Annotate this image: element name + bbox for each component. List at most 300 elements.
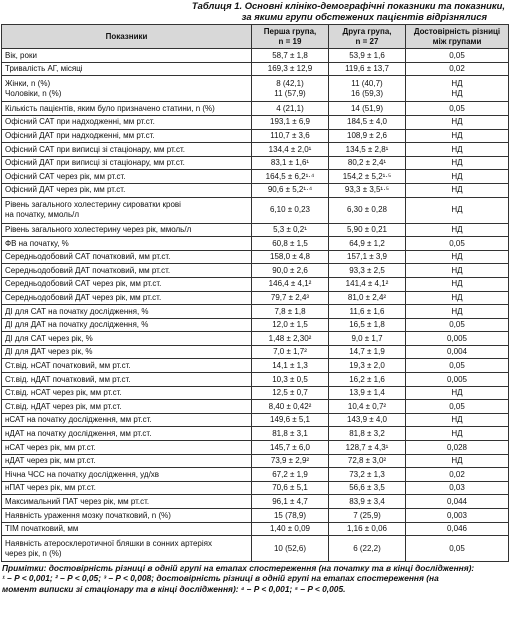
significance-cell-text: НД [451, 205, 463, 215]
significance-cell [406, 318, 509, 332]
group1-cell-text: 145,7 ± 6,0 [270, 442, 310, 452]
group1-cell-text: 5,3 ± 0,2¹ [273, 225, 307, 235]
footnote-line-3: момент виписки зі стаціонару та в кінці дослідження): ⁴ – P < 0,001; ⁵ – P < 0,005. [2, 583, 346, 594]
indicator-cell [2, 318, 252, 332]
group1-cell [252, 441, 329, 455]
group1-cell [252, 522, 329, 536]
significance-cell-text: 0,046 [446, 524, 468, 534]
indicator-cell-text: Ст.від. нДАТ початковий, мм рт.ст. [5, 374, 131, 384]
group1-cell [252, 373, 329, 387]
group2-cell-text: 64,9 ± 1,2 [349, 238, 385, 248]
significance-cell [406, 481, 509, 495]
indicator-cell-text: Офісний САТ при надходженні, мм рт.ст. [5, 117, 155, 127]
indicator-cell-text: нСАТ на початку дослідження, мм рт.ст. [5, 415, 152, 425]
group2-cell-text: 10,4 ± 0,7² [347, 401, 387, 411]
indicator-cell-text: Рівень загального холестерину через рік, ммоль/л [5, 225, 192, 235]
indicator-cell [2, 237, 252, 251]
indicator-cell [2, 197, 252, 223]
significance-cell [406, 237, 509, 251]
significance-cell [406, 522, 509, 536]
indicator-cell [2, 454, 252, 468]
table-row [2, 143, 509, 157]
significance-cell-text: НД [451, 252, 463, 262]
significance-cell [406, 156, 509, 170]
significance-cell-text: 0,02 [449, 469, 465, 479]
significance-cell-text: НД [451, 225, 463, 235]
group1-cell [252, 49, 329, 63]
indicator-cell-text: ДІ для САТ на початку дослідження, % [5, 306, 149, 316]
significance-cell [406, 427, 509, 441]
significance-cell-text: 0,004 [446, 347, 468, 357]
indicator-cell [2, 468, 252, 482]
significance-cell-text: 0,02 [449, 64, 465, 74]
significance-cell-text: НД [451, 306, 463, 316]
table-row [2, 373, 509, 387]
significance-cell-text: НД [451, 293, 463, 302]
data-table [1, 24, 509, 562]
indicator-cell-text: ТІМ початковий, мм [5, 524, 79, 534]
table-row [2, 197, 509, 223]
significance-cell [406, 143, 509, 157]
significance-cell [406, 373, 509, 387]
group1-cell [252, 386, 329, 400]
significance-cell-text: НД [451, 456, 463, 466]
group1-cell [252, 264, 329, 278]
indicator-cell-text: через рік, n (%) [5, 548, 62, 558]
table-row [2, 441, 509, 455]
indicator-cell [2, 277, 252, 291]
header-significance: Достовірність різниці між групами [406, 25, 509, 49]
indicator-cell-text: Ст.від. нДАТ через рік, мм рт.ст. [5, 401, 122, 411]
indicator-cell-text: на початку, ммоль/л [5, 210, 80, 220]
significance-cell-text: НД [451, 131, 463, 141]
group2-cell-text: 16,2 ± 1,6 [349, 374, 385, 384]
significance-cell [406, 197, 509, 223]
group2-cell-text: 13,9 ± 1,4 [349, 388, 385, 398]
significance-cell [406, 495, 509, 509]
group1-cell [252, 76, 329, 102]
significance-cell-text: 0,003 [446, 510, 468, 520]
group2-cell [329, 76, 406, 102]
header-group1 [252, 25, 329, 49]
indicator-cell-text: Середньодобовий ДАТ початковий, мм рт.ст. [5, 265, 171, 275]
indicator-cell-text: Рівень загального холестерину сироватки крові [5, 200, 181, 210]
significance-cell [406, 291, 509, 305]
group1-cell-text: 8 (42,1) [276, 79, 304, 89]
group1-cell [252, 536, 329, 562]
group2-cell [329, 536, 406, 562]
table-row [2, 250, 509, 264]
group2-cell [329, 143, 406, 157]
group2-cell-text: 128,7 ± 4,3¹ [345, 442, 389, 452]
significance-cell-text: 0,005 [446, 333, 468, 343]
group2-cell-text: 143,9 ± 4,0 [347, 415, 387, 425]
group1-cell-text: 79,7 ± 2,4³ [270, 293, 310, 302]
header-group2 [329, 25, 406, 49]
indicator-cell-text: Офісний ДАТ через рік, мм рт.ст. [5, 185, 126, 195]
indicator-cell [2, 413, 252, 427]
group2-cell [329, 291, 406, 305]
group1-cell-text: 4 (21,1) [276, 103, 304, 113]
table-row [2, 291, 509, 305]
significance-cell-text: 0,028 [446, 442, 468, 452]
header-indicators: Показники [2, 25, 252, 49]
group2-cell-text: 157,1 ± 3,9 [347, 252, 387, 262]
significance-cell [406, 413, 509, 427]
group1-cell [252, 250, 329, 264]
table-row [2, 223, 509, 237]
indicator-cell-text: нДАТ на початку дослідження, мм рт.ст. [5, 428, 152, 438]
group2-cell-text: 16 (59,3) [350, 88, 384, 98]
group1-cell [252, 223, 329, 237]
group1-cell [252, 197, 329, 223]
group2-cell-text: 81,0 ± 2,4² [347, 293, 387, 302]
significance-cell [406, 536, 509, 562]
group1-cell-text: 73,9 ± 2,9² [270, 456, 310, 466]
group1-cell-text: 83,1 ± 1,6¹ [270, 158, 310, 168]
group2-cell [329, 102, 406, 116]
indicator-cell-text: Офісний САТ через рік, мм рт.ст. [5, 171, 126, 181]
table-row [2, 359, 509, 373]
indicator-cell [2, 345, 252, 359]
table-row [2, 400, 509, 414]
group2-cell-text: 6 (22,2) [353, 543, 381, 553]
group2-cell-text: 83,9 ± 3,4 [349, 496, 385, 506]
table-row [2, 509, 509, 523]
table-row [2, 413, 509, 427]
group2-cell [329, 359, 406, 373]
indicator-cell-text: ДІ для САТ через рік, % [5, 333, 93, 343]
indicator-cell [2, 170, 252, 184]
group2-cell [329, 49, 406, 63]
indicator-cell-text: нПАТ через рік, мм рт.ст. [5, 483, 96, 493]
group2-cell-text: 5,90 ± 0,21 [347, 225, 387, 235]
table-row [2, 345, 509, 359]
group2-cell [329, 250, 406, 264]
group1-cell-text: 11 (57,9) [274, 88, 306, 98]
significance-cell-text: НД [451, 388, 463, 398]
indicator-cell [2, 291, 252, 305]
significance-cell [406, 250, 509, 264]
indicator-cell [2, 49, 252, 63]
group2-cell [329, 522, 406, 536]
table-row [2, 468, 509, 482]
group1-cell-text: 164,5 ± 6,2¹·⁴ [265, 171, 315, 181]
group1-cell [252, 468, 329, 482]
indicator-cell-text: Офісний САТ при виписці зі стаціонару, мм рт.ст. [5, 144, 186, 154]
group1-cell [252, 305, 329, 319]
group2-cell [329, 170, 406, 184]
group2-cell [329, 345, 406, 359]
group1-cell [252, 143, 329, 157]
significance-cell-text: НД [451, 158, 463, 168]
group1-cell [252, 170, 329, 184]
group1-cell-text: 193,1 ± 6,9 [270, 117, 310, 127]
significance-cell [406, 76, 509, 102]
indicator-cell-text: ФВ на початку, % [5, 238, 69, 248]
group1-cell [252, 156, 329, 170]
indicator-cell [2, 400, 252, 414]
significance-cell-text: НД [451, 117, 463, 127]
table-row [2, 183, 509, 197]
table-row [2, 49, 509, 63]
group2-cell [329, 223, 406, 237]
group1-cell-text: 14,1 ± 1,3 [272, 360, 308, 370]
group1-cell [252, 427, 329, 441]
significance-cell-text: 0,05 [449, 238, 465, 248]
significance-cell [406, 400, 509, 414]
group1-cell-text: 60,8 ± 1,5 [272, 238, 308, 248]
group2-cell [329, 373, 406, 387]
footnote-line-2: ¹ – P < 0,001; ² – P < 0,05; ³ – P < 0,008; достовірність різниці в одній групі на етапах спостереження (на [2, 573, 439, 584]
indicator-cell [2, 373, 252, 387]
indicator-cell-text: нДАТ через рік, мм рт.ст. [5, 456, 96, 466]
table-row [2, 264, 509, 278]
group2-cell-text: 14,7 ± 1,9 [349, 347, 385, 357]
table-row [2, 277, 509, 291]
group1-cell-text: 158,0 ± 4,8 [270, 252, 310, 262]
group2-cell [329, 481, 406, 495]
significance-cell-text: НД [451, 88, 463, 98]
group2-cell [329, 427, 406, 441]
significance-cell [406, 170, 509, 184]
significance-cell-text: НД [451, 415, 463, 425]
table-row [2, 536, 509, 562]
indicator-cell-text: Офісний ДАТ при надходженні, мм рт.ст. [5, 131, 155, 141]
indicator-cell [2, 359, 252, 373]
significance-cell-text: 0,044 [446, 496, 468, 506]
significance-cell-text: 0,05 [449, 103, 465, 113]
indicator-cell-text: ДІ для ДАТ через рік, % [5, 347, 93, 357]
group1-cell-text: 110,7 ± 3,6 [270, 131, 310, 141]
significance-cell [406, 62, 509, 76]
significance-cell [406, 332, 509, 346]
significance-cell [406, 277, 509, 291]
indicator-cell [2, 129, 252, 143]
significance-cell-text: 0,05 [449, 50, 465, 60]
significance-cell [406, 468, 509, 482]
table-row [2, 522, 509, 536]
group2-cell-text: 9,0 ± 1,7 [351, 333, 383, 343]
indicator-cell-text: нСАТ через рік, мм рт.ст. [5, 442, 96, 452]
group1-cell-text: 90,0 ± 2,6 [272, 265, 308, 275]
group2-cell [329, 454, 406, 468]
group2-cell [329, 441, 406, 455]
group1-cell [252, 62, 329, 76]
indicator-cell [2, 481, 252, 495]
table-row [2, 495, 509, 509]
group2-cell-text: 108,9 ± 2,6 [347, 131, 387, 141]
table-row [2, 156, 509, 170]
table-row [2, 237, 509, 251]
group2-cell-text: 80,2 ± 2,4¹ [347, 158, 387, 168]
indicator-cell-text: Середньодобовий САТ початковий, мм рт.ст. [5, 252, 171, 262]
indicator-cell [2, 536, 252, 562]
table-row [2, 427, 509, 441]
indicator-cell [2, 250, 252, 264]
footnote-line-1: Примітки: достовірність різниці в одній групі на етапах спостереження (на початку та в кінці дослідження): [2, 563, 475, 574]
group2-cell-text: 93,3 ± 2,5 [349, 265, 385, 275]
group1-cell-text: 12,5 ± 0,7 [272, 388, 308, 398]
group2-cell [329, 386, 406, 400]
group2-cell-text: 81,8 ± 3,2 [349, 428, 385, 438]
group2-cell-text: 1,16 ± 0,06 [347, 524, 387, 534]
indicator-cell [2, 332, 252, 346]
significance-cell [406, 454, 509, 468]
table-row [2, 76, 509, 102]
significance-cell-text: 0,03 [449, 483, 465, 493]
indicator-cell [2, 115, 252, 129]
group1-cell [252, 332, 329, 346]
header-group2-n: n = 27 [355, 36, 379, 46]
group1-cell-text: 15 (78,9) [273, 510, 307, 520]
indicator-cell-text: Середньодобовий ДАТ через рік, мм рт.ст. [5, 293, 162, 302]
group2-cell-text: 6,30 ± 0,28 [347, 205, 387, 215]
indicator-cell [2, 143, 252, 157]
group2-cell-text: 73,2 ± 1,3 [349, 469, 385, 479]
indicator-cell-text: Тривалість АГ, місяці [5, 64, 83, 74]
group1-cell-text: 10,3 ± 0,5 [272, 374, 308, 384]
significance-cell [406, 49, 509, 63]
group2-cell-text: 119,6 ± 13,7 [345, 64, 389, 74]
significance-cell [406, 386, 509, 400]
indicator-cell [2, 76, 252, 102]
indicator-cell-text: Кількість пацієнтів, яким було призначено статини, n (%) [5, 103, 215, 113]
group2-cell-text: 184,5 ± 4,0 [347, 117, 387, 127]
header-group2-label: Друга група, [342, 27, 392, 36]
significance-cell [406, 305, 509, 319]
group1-cell [252, 277, 329, 291]
group1-cell-text: 7,8 ± 1,8 [274, 306, 306, 316]
group1-cell-text: 6,10 ± 0,23 [270, 205, 310, 215]
group1-cell [252, 509, 329, 523]
indicator-cell-text: Ст.від. нСАТ через рік, мм рт.ст. [5, 388, 122, 398]
indicator-cell-text: Максимальний ПАТ через рік, мм рт.ст. [5, 496, 150, 506]
indicator-cell [2, 509, 252, 523]
indicator-cell [2, 183, 252, 197]
significance-cell-text: НД [451, 144, 463, 154]
table-row [2, 332, 509, 346]
table-row [2, 62, 509, 76]
significance-cell [406, 183, 509, 197]
indicator-cell [2, 102, 252, 116]
group1-cell [252, 318, 329, 332]
group1-cell [252, 115, 329, 129]
group1-cell-text: 149,6 ± 5,1 [270, 415, 310, 425]
indicator-cell [2, 495, 252, 509]
group1-cell-text: 96,1 ± 4,7 [272, 496, 308, 506]
table-row [2, 115, 509, 129]
header-group1-n: n = 19 [278, 36, 302, 46]
group1-cell-text: 1,48 ± 2,30² [268, 333, 312, 343]
indicator-cell-text: Ст.від. нСАТ початковий, мм рт.ст. [5, 360, 131, 370]
group1-cell-text: 146,4 ± 4,1² [268, 279, 312, 289]
group1-cell-text: 70,6 ± 5,1 [272, 483, 308, 493]
group2-cell-text: 11 (40,7) [351, 79, 383, 89]
significance-cell-text: 0,05 [449, 401, 465, 411]
group1-cell-text: 134,4 ± 2,0¹ [268, 144, 312, 154]
indicator-cell [2, 522, 252, 536]
significance-cell-text: НД [451, 171, 463, 181]
significance-cell [406, 129, 509, 143]
significance-cell [406, 264, 509, 278]
group1-cell-text: 67,2 ± 1,9 [272, 469, 308, 479]
table-body [2, 49, 509, 562]
significance-cell-text: 0,05 [449, 360, 465, 370]
indicator-cell-text: Наявність ураження мозку початковий, n (%) [5, 510, 171, 520]
indicator-cell [2, 305, 252, 319]
indicator-cell [2, 441, 252, 455]
significance-cell-text: 0,05 [449, 543, 465, 553]
table-footnote [2, 563, 507, 594]
group2-cell [329, 115, 406, 129]
table-row [2, 129, 509, 143]
indicator-cell-text: Наявність атеросклеротичної бляшки в сонних артеріях [5, 539, 212, 549]
significance-cell-text: 0,005 [446, 374, 468, 384]
group1-cell-text: 1,40 ± 0,09 [270, 524, 310, 534]
indicator-cell-text: Середньодобовий САТ через рік, мм рт.ст. [5, 279, 162, 289]
group2-cell [329, 277, 406, 291]
indicator-cell [2, 223, 252, 237]
group2-cell-text: 19,3 ± 2,0 [349, 360, 385, 370]
table-title [0, 0, 509, 22]
indicator-cell [2, 427, 252, 441]
indicator-cell-text: Нічна ЧСС на початку дослідження, уд/хв [5, 469, 160, 479]
group1-cell [252, 237, 329, 251]
group1-cell-text: 81,8 ± 3,1 [272, 428, 308, 438]
significance-cell-text: НД [451, 265, 463, 275]
group1-cell-text: 58,7 ± 1,8 [272, 50, 308, 60]
group1-cell [252, 183, 329, 197]
table-row [2, 102, 509, 116]
group2-cell [329, 156, 406, 170]
group1-cell [252, 102, 329, 116]
indicator-cell-text: ДІ для ДАТ на початку дослідження, % [5, 320, 149, 330]
significance-cell [406, 345, 509, 359]
group2-cell-text: 7 (25,9) [353, 510, 381, 520]
group1-cell [252, 129, 329, 143]
group1-cell [252, 495, 329, 509]
group2-cell-text: 56,6 ± 3,5 [349, 483, 385, 493]
group2-cell-text: 134,5 ± 2,8¹ [345, 144, 389, 154]
group2-cell-text: 141,4 ± 4,1² [345, 279, 389, 289]
group2-cell [329, 264, 406, 278]
group1-cell [252, 454, 329, 468]
significance-cell [406, 115, 509, 129]
group2-cell [329, 62, 406, 76]
table-title-line-1: Таблиця 1. Основні клініко-демографічні показники та показники, [191, 0, 505, 11]
group1-cell-text: 169,3 ± 12,9 [267, 64, 313, 74]
significance-cell [406, 223, 509, 237]
group2-cell-text: 53,9 ± 1,6 [349, 50, 385, 60]
group2-cell [329, 495, 406, 509]
indicator-cell-text: Офісний ДАТ при виписці зі стаціонару, мм рт.ст. [5, 158, 185, 168]
group2-cell [329, 318, 406, 332]
indicator-cell-text: Вік, роки [5, 50, 37, 60]
group2-cell [329, 413, 406, 427]
group1-cell-text: 90,6 ± 5,2¹·⁴ [267, 185, 313, 195]
group1-cell-text: 10 (52,6) [273, 543, 307, 553]
indicator-cell-text: Чоловіки, n (%) [5, 88, 62, 98]
significance-cell-text: НД [451, 79, 463, 89]
table-row [2, 318, 509, 332]
group2-cell [329, 129, 406, 143]
group2-cell-text: 16,5 ± 1,8 [349, 320, 385, 330]
table-row [2, 454, 509, 468]
indicator-cell [2, 264, 252, 278]
group2-cell [329, 237, 406, 251]
significance-cell-text: 0,05 [449, 320, 465, 330]
